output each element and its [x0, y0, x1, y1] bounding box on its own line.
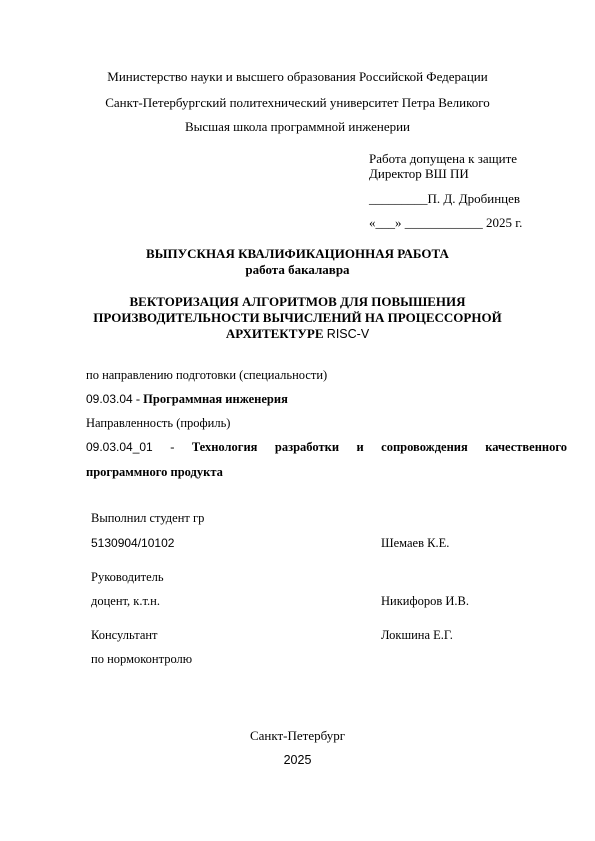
profile-code: 09.03.04_01 — [86, 440, 153, 454]
signature-blank: _________ — [369, 191, 428, 206]
student-name: Шемаев К.Е. — [381, 536, 450, 550]
footer-year: 2025 — [283, 753, 312, 767]
profile-word: качественного — [485, 440, 567, 454]
topic-architecture-name: RISC-V — [326, 327, 370, 341]
date-year: 2025 г. — [486, 215, 523, 230]
director-name: П. Д. Дробинцев — [427, 191, 521, 206]
topic-line-3-text: АРХИТЕКТУРЕ — [225, 326, 327, 341]
school-name: Высшая школа программной инженерии — [185, 119, 410, 134]
ministry-name: Министерство науки и высшего образования Российской Федерации — [107, 69, 488, 84]
direction-name: Программная инженерия — [143, 392, 288, 406]
supervisor-name: Никифоров И.В. — [381, 594, 469, 608]
profile-word: - — [170, 440, 175, 454]
profile-word: сопровождения — [381, 440, 468, 454]
direction-line — [86, 392, 288, 407]
consultant-name: Локшина Е.Г. — [381, 628, 453, 642]
profile-word: Технология — [191, 440, 258, 454]
profile-line-1 — [86, 440, 567, 455]
director-signature-line — [369, 191, 520, 207]
student-label: Выполнил студент гр — [91, 511, 205, 525]
profile-line-2: программного продукта — [86, 465, 223, 479]
direction-code: 09.03.04 — [86, 392, 133, 406]
student-group: 5130904/10102 — [91, 536, 175, 550]
consultant-sub-label: по нормоконтролю — [91, 652, 193, 666]
profile-word: и — [356, 440, 364, 454]
university-name: Санкт-Петербургский политехнический университет Петра Великого — [105, 95, 490, 110]
topic-line-1: ВЕКТОРИЗАЦИЯ АЛГОРИТМОВ ДЛЯ ПОВЫШЕНИЯ — [129, 294, 466, 309]
approval-date-line — [369, 215, 522, 231]
topic-line-3 — [0, 326, 595, 342]
date-day-blank: ___ — [375, 215, 395, 230]
topic-line-2: ПРОИЗВОДИТЕЛЬНОСТИ ВЫЧИСЛЕНИЙ НА ПРОЦЕССОРНОЙ — [93, 310, 502, 325]
direction-label: по направлению подготовки (специальности) — [86, 368, 328, 382]
direction-separator: - — [132, 392, 144, 406]
supervisor-label: Руководитель — [91, 570, 164, 584]
consultant-label: Консультант — [91, 628, 158, 642]
footer-city: Санкт-Петербург — [249, 728, 346, 743]
work-type-subtitle: работа бакалавра — [245, 262, 350, 277]
approval-line-2: Директор ВШ ПИ — [369, 166, 469, 181]
date-month-blank: ____________ — [404, 215, 483, 230]
profile-label: Направленность (профиль) — [86, 416, 231, 430]
date-open-quote: « — [369, 215, 376, 230]
profile-word: разработки — [274, 440, 340, 454]
work-type-title: ВЫПУСКНАЯ КВАЛИФИКАЦИОННАЯ РАБОТА — [146, 246, 449, 261]
supervisor-title: доцент, к.т.н. — [91, 594, 160, 608]
approval-line-1: Работа допущена к защите — [369, 151, 518, 166]
date-close-quote: » — [395, 215, 402, 230]
